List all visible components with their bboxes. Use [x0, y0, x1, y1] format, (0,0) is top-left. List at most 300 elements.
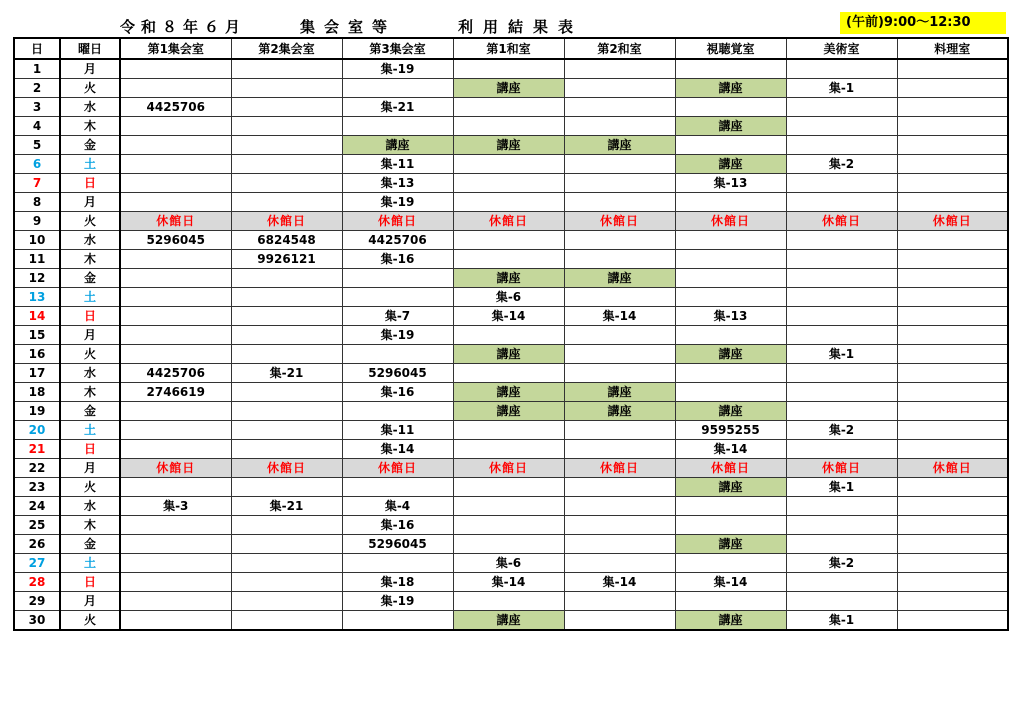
cell-value: 講座 [718, 81, 743, 95]
cell-value: 休館日 [599, 214, 639, 228]
booking-cell [342, 383, 453, 402]
booking-cell [453, 174, 564, 193]
booking-cell [342, 497, 453, 516]
day-number: 3 [14, 98, 60, 117]
closed-day-cell [231, 212, 342, 231]
lecture-cell [675, 345, 786, 364]
booking-cell [342, 307, 453, 326]
cell-value: 集-1 [828, 347, 855, 361]
weekday: 木 [60, 117, 120, 136]
booking-cell [675, 288, 786, 307]
table-row [14, 269, 1008, 288]
booking-cell [231, 288, 342, 307]
booking-cell [897, 516, 1008, 535]
cell-value: 4425706 [146, 366, 205, 380]
cell-value: 講座 [718, 119, 743, 133]
table-row [14, 535, 1008, 554]
title-facility: 集会室等 [300, 18, 397, 36]
booking-cell [453, 440, 564, 459]
cell-value: 集-1 [828, 81, 855, 95]
day-number: 30 [14, 611, 60, 631]
booking-cell [786, 193, 897, 212]
booking-cell [564, 611, 675, 631]
booking-cell [897, 554, 1008, 573]
cell-value: 集-4 [384, 499, 411, 513]
cell-value: 講座 [496, 613, 521, 627]
booking-cell [675, 250, 786, 269]
weekday: 月 [60, 459, 120, 478]
table-row [14, 573, 1008, 592]
closed-day-cell [342, 459, 453, 478]
booking-cell [453, 364, 564, 383]
weekday: 日 [60, 307, 120, 326]
table-row [14, 79, 1008, 98]
closed-day-cell [675, 459, 786, 478]
booking-cell [786, 307, 897, 326]
booking-cell [564, 554, 675, 573]
table-row [14, 478, 1008, 497]
closed-day-cell [453, 212, 564, 231]
table-row [14, 136, 1008, 155]
column-header-room: 視聴覚室 [675, 38, 786, 59]
booking-cell [675, 592, 786, 611]
booking-cell [786, 174, 897, 193]
cell-value: 5296045 [368, 366, 427, 380]
cell-value: 講座 [496, 385, 521, 399]
booking-cell [897, 421, 1008, 440]
cell-value: 6824548 [257, 233, 316, 247]
booking-cell [120, 497, 231, 516]
booking-cell [231, 250, 342, 269]
column-header-room: 第1和室 [453, 38, 564, 59]
day-number: 13 [14, 288, 60, 307]
weekday: 水 [60, 364, 120, 383]
weekday: 木 [60, 383, 120, 402]
table-row [14, 117, 1008, 136]
booking-cell [231, 516, 342, 535]
booking-cell [231, 383, 342, 402]
lecture-cell [675, 155, 786, 174]
booking-cell [897, 478, 1008, 497]
table-row [14, 592, 1008, 611]
cell-value: 講座 [718, 404, 743, 418]
booking-cell [342, 326, 453, 345]
schedule-table [13, 37, 1009, 631]
day-number: 27 [14, 554, 60, 573]
booking-cell [786, 554, 897, 573]
booking-cell [231, 440, 342, 459]
booking-cell [564, 478, 675, 497]
booking-cell [897, 79, 1008, 98]
table-row [14, 421, 1008, 440]
lecture-cell [675, 117, 786, 136]
weekday: 火 [60, 478, 120, 497]
day-number: 16 [14, 345, 60, 364]
booking-cell [897, 611, 1008, 631]
cell-value: 講座 [607, 385, 632, 399]
booking-cell [342, 516, 453, 535]
booking-cell [120, 611, 231, 631]
booking-cell [120, 288, 231, 307]
cell-value: 5296045 [146, 233, 205, 247]
cell-value: 講座 [496, 404, 521, 418]
day-number: 5 [14, 136, 60, 155]
lecture-cell [453, 383, 564, 402]
booking-cell [342, 117, 453, 136]
weekday: 火 [60, 611, 120, 631]
cell-value: 集-16 [380, 252, 415, 266]
booking-cell [897, 345, 1008, 364]
booking-cell [564, 497, 675, 516]
booking-cell [675, 497, 786, 516]
time-range-badge: (午前)9:00～12:30 [840, 12, 1006, 34]
cell-value: 講座 [718, 480, 743, 494]
weekday: 土 [60, 554, 120, 573]
lecture-cell [453, 345, 564, 364]
booking-cell [675, 174, 786, 193]
booking-cell [453, 307, 564, 326]
booking-cell [231, 478, 342, 497]
weekday: 日 [60, 573, 120, 592]
booking-cell [897, 59, 1008, 79]
booking-cell [231, 231, 342, 250]
weekday: 水 [60, 497, 120, 516]
booking-cell [786, 592, 897, 611]
booking-cell [231, 345, 342, 364]
booking-cell [342, 59, 453, 79]
booking-cell [453, 421, 564, 440]
cell-value: 休館日 [377, 214, 417, 228]
cell-value: 集-16 [380, 518, 415, 532]
booking-cell [564, 59, 675, 79]
cell-value: 講座 [718, 537, 743, 551]
booking-cell [786, 79, 897, 98]
booking-cell [231, 98, 342, 117]
booking-cell [897, 98, 1008, 117]
booking-cell [342, 193, 453, 212]
booking-cell [897, 326, 1008, 345]
booking-cell [342, 554, 453, 573]
day-number: 20 [14, 421, 60, 440]
table-row [14, 345, 1008, 364]
booking-cell [453, 516, 564, 535]
cell-value: 休館日 [599, 461, 639, 475]
column-header-room: 美術室 [786, 38, 897, 59]
cell-value: 集-14 [713, 442, 748, 456]
day-number: 29 [14, 592, 60, 611]
booking-cell [786, 326, 897, 345]
booking-cell [120, 136, 231, 155]
day-number: 21 [14, 440, 60, 459]
booking-cell [342, 364, 453, 383]
booking-cell [231, 364, 342, 383]
cell-value: 講座 [718, 157, 743, 171]
closed-day-cell [564, 459, 675, 478]
booking-cell [564, 174, 675, 193]
cell-value: 休館日 [710, 461, 750, 475]
cell-value: 講座 [718, 347, 743, 361]
column-header-room: 第3集会室 [342, 38, 453, 59]
booking-cell [342, 174, 453, 193]
booking-cell [231, 193, 342, 212]
weekday: 火 [60, 79, 120, 98]
table-row [14, 155, 1008, 174]
booking-cell [120, 269, 231, 288]
lecture-cell [675, 402, 786, 421]
cell-value: 集-19 [380, 328, 415, 342]
lecture-cell [675, 535, 786, 554]
booking-cell [897, 535, 1008, 554]
cell-value: 9926121 [257, 252, 316, 266]
lecture-cell [342, 136, 453, 155]
booking-cell [120, 155, 231, 174]
booking-cell [231, 573, 342, 592]
booking-cell [342, 231, 453, 250]
booking-cell [342, 288, 453, 307]
booking-cell [675, 59, 786, 79]
cell-value: 休館日 [156, 214, 196, 228]
closed-day-cell [231, 459, 342, 478]
booking-cell [564, 193, 675, 212]
booking-cell [786, 421, 897, 440]
closed-day-cell [564, 212, 675, 231]
closed-day-cell [120, 459, 231, 478]
booking-cell [897, 250, 1008, 269]
table-row [14, 250, 1008, 269]
cell-value: 休館日 [156, 461, 196, 475]
booking-cell [453, 554, 564, 573]
booking-cell [786, 117, 897, 136]
cell-value: 休館日 [488, 214, 528, 228]
day-number: 15 [14, 326, 60, 345]
booking-cell [231, 421, 342, 440]
cell-value: 休館日 [821, 214, 861, 228]
cell-value: 集-21 [380, 100, 415, 114]
booking-cell [786, 250, 897, 269]
booking-cell [564, 307, 675, 326]
booking-cell [786, 269, 897, 288]
closed-day-cell [897, 459, 1008, 478]
booking-cell [897, 174, 1008, 193]
booking-cell [120, 174, 231, 193]
column-header-room: 第1集会室 [120, 38, 231, 59]
day-number: 8 [14, 193, 60, 212]
booking-cell [786, 383, 897, 402]
weekday: 金 [60, 402, 120, 421]
weekday: 月 [60, 592, 120, 611]
booking-cell [342, 345, 453, 364]
closed-day-cell [453, 459, 564, 478]
booking-cell [120, 440, 231, 459]
cell-value: 集-14 [602, 309, 637, 323]
booking-cell [786, 136, 897, 155]
booking-cell [453, 288, 564, 307]
cell-value: 講座 [496, 271, 521, 285]
booking-cell [564, 326, 675, 345]
cell-value: 集-18 [380, 575, 415, 589]
booking-cell [897, 231, 1008, 250]
table-row [14, 231, 1008, 250]
title-document: 利用結果表 [458, 18, 584, 36]
cell-value: 集-6 [495, 290, 522, 304]
table-row [14, 516, 1008, 535]
cell-value: 4425706 [368, 233, 427, 247]
weekday: 土 [60, 421, 120, 440]
cell-value: 講座 [607, 271, 632, 285]
booking-cell [231, 611, 342, 631]
cell-value: 集-13 [713, 309, 748, 323]
cell-value: 2746619 [146, 385, 205, 399]
booking-cell [342, 421, 453, 440]
cell-value: 講座 [496, 81, 521, 95]
booking-cell [342, 79, 453, 98]
cell-value: 集-6 [495, 556, 522, 570]
lecture-cell [564, 383, 675, 402]
booking-cell [897, 155, 1008, 174]
booking-cell [120, 117, 231, 136]
day-number: 28 [14, 573, 60, 592]
lecture-cell [564, 269, 675, 288]
cell-value: 集-21 [269, 366, 304, 380]
booking-cell [564, 592, 675, 611]
booking-cell [897, 497, 1008, 516]
booking-cell [231, 554, 342, 573]
booking-cell [564, 573, 675, 592]
weekday: 金 [60, 269, 120, 288]
day-number: 14 [14, 307, 60, 326]
booking-cell [897, 592, 1008, 611]
booking-cell [120, 535, 231, 554]
booking-cell [786, 364, 897, 383]
weekday: 水 [60, 98, 120, 117]
booking-cell [786, 573, 897, 592]
booking-cell [564, 79, 675, 98]
booking-cell [231, 307, 342, 326]
booking-cell [453, 231, 564, 250]
booking-cell [897, 440, 1008, 459]
booking-cell [342, 611, 453, 631]
column-header-room: 料理室 [897, 38, 1008, 59]
booking-cell [897, 364, 1008, 383]
booking-cell [231, 402, 342, 421]
booking-cell [897, 193, 1008, 212]
cell-value: 集-14 [602, 575, 637, 589]
cell-value: 集-2 [828, 423, 855, 437]
booking-cell [342, 592, 453, 611]
booking-cell [564, 364, 675, 383]
cell-value: 休館日 [488, 461, 528, 475]
cell-value: 講座 [718, 613, 743, 627]
weekday: 月 [60, 59, 120, 79]
booking-cell [231, 326, 342, 345]
lecture-cell [675, 611, 786, 631]
booking-cell [786, 497, 897, 516]
booking-cell [675, 364, 786, 383]
booking-cell [231, 79, 342, 98]
booking-cell [675, 269, 786, 288]
cell-value: 集-11 [380, 157, 415, 171]
booking-cell [675, 516, 786, 535]
booking-cell [786, 516, 897, 535]
booking-cell [897, 573, 1008, 592]
booking-cell [120, 383, 231, 402]
cell-value: 集-14 [491, 575, 526, 589]
booking-cell [120, 364, 231, 383]
booking-cell [120, 421, 231, 440]
booking-cell [675, 421, 786, 440]
booking-cell [675, 307, 786, 326]
booking-cell [342, 573, 453, 592]
booking-cell [786, 98, 897, 117]
table-row [14, 174, 1008, 193]
cell-value: 休館日 [266, 214, 306, 228]
column-header-day: 日 [14, 38, 60, 59]
day-number: 7 [14, 174, 60, 193]
booking-cell [120, 554, 231, 573]
cell-value: 集-19 [380, 195, 415, 209]
booking-cell [231, 174, 342, 193]
day-number: 19 [14, 402, 60, 421]
booking-cell [120, 573, 231, 592]
closed-day-cell [120, 212, 231, 231]
booking-cell [120, 79, 231, 98]
weekday: 木 [60, 516, 120, 535]
cell-value: 集-13 [380, 176, 415, 190]
booking-cell [453, 193, 564, 212]
cell-value: 集-19 [380, 594, 415, 608]
booking-cell [675, 326, 786, 345]
cell-value: 集-2 [828, 157, 855, 171]
booking-cell [786, 611, 897, 631]
day-number: 26 [14, 535, 60, 554]
booking-cell [453, 573, 564, 592]
day-number: 9 [14, 212, 60, 231]
weekday: 土 [60, 288, 120, 307]
booking-cell [120, 478, 231, 497]
lecture-cell [453, 402, 564, 421]
weekday: 金 [60, 535, 120, 554]
cell-value: 休館日 [932, 461, 972, 475]
booking-cell [786, 402, 897, 421]
booking-cell [453, 155, 564, 174]
table-row [14, 497, 1008, 516]
cell-value: 4425706 [146, 100, 205, 114]
booking-cell [675, 231, 786, 250]
cell-value: 集-14 [380, 442, 415, 456]
booking-cell [231, 136, 342, 155]
booking-cell [231, 497, 342, 516]
cell-value: 集-1 [828, 613, 855, 627]
booking-cell [564, 345, 675, 364]
day-number: 4 [14, 117, 60, 136]
booking-cell [342, 478, 453, 497]
lecture-cell [453, 136, 564, 155]
cell-value: 5296045 [368, 537, 427, 551]
cell-value: 講座 [496, 138, 521, 152]
header-row [14, 38, 1008, 59]
booking-cell [675, 573, 786, 592]
weekday: 火 [60, 345, 120, 364]
column-header-weekday: 曜日 [60, 38, 120, 59]
weekday: 月 [60, 326, 120, 345]
booking-cell [120, 345, 231, 364]
booking-cell [564, 516, 675, 535]
column-header-room: 第2集会室 [231, 38, 342, 59]
booking-cell [342, 250, 453, 269]
closed-day-cell [786, 212, 897, 231]
booking-cell [342, 269, 453, 288]
booking-cell [897, 136, 1008, 155]
